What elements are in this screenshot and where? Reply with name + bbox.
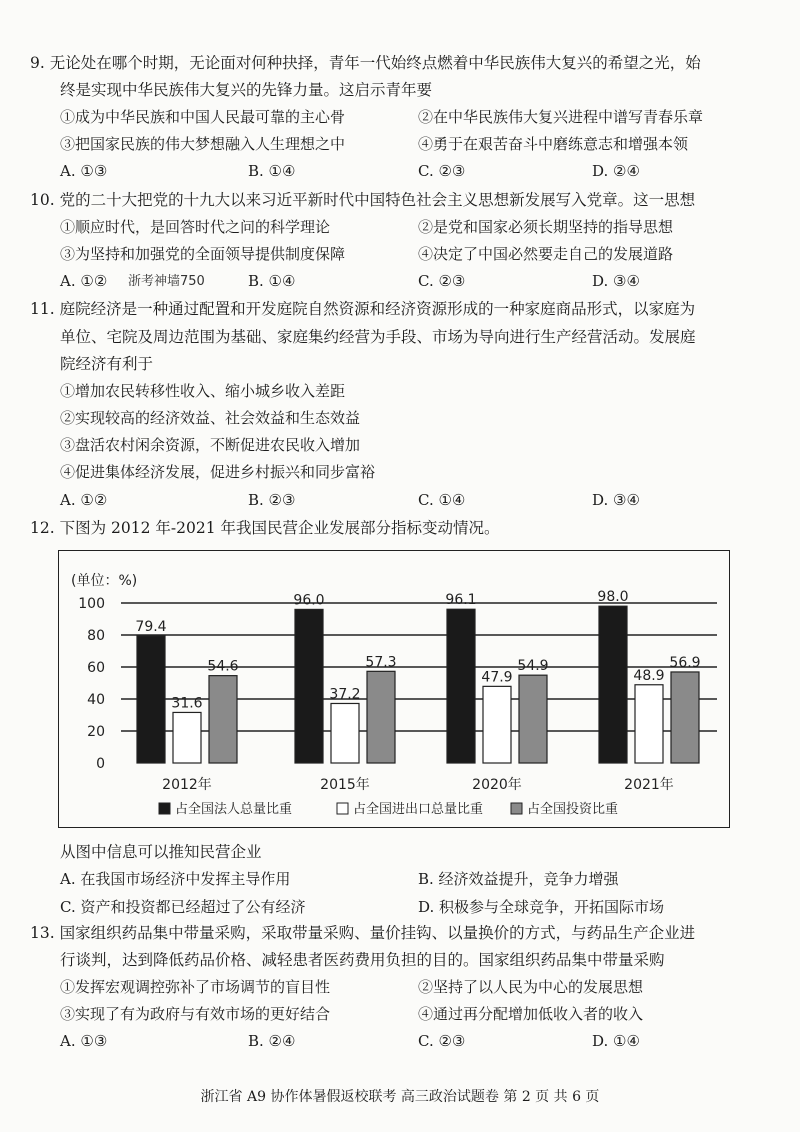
q11-statement-1: ①增加农民转移性收入、缩小城乡收入差距: [60, 382, 346, 400]
q11-choice-d: D. ③④: [592, 491, 640, 509]
x-tick-label: 2015年: [320, 777, 370, 793]
q13-choice-a: A. ①③: [60, 1032, 108, 1050]
q13-stem-line2: 行谈判，达到降低药品价格、减轻患者医药费用负担的目的。国家组织药品集中带量采购: [60, 951, 665, 969]
bar: [209, 676, 237, 763]
q11-choice-b: B. ②③: [248, 491, 296, 509]
q11-stem-line1: 11. 庭院经济是一种通过配置和开发庭院自然资源和经济资源形成的一种家庭商品形式，以家庭为: [30, 300, 696, 318]
q13-stem-line1: 13. 国家组织药品集中带量采购，采取带量采购、量价挂钩、以量换价的方式，与药品生产企业进: [30, 924, 696, 942]
q9-choice-d: D. ②④: [592, 162, 640, 180]
legend-label: 占全国进出口总量比重: [353, 802, 484, 817]
y-tick-label: 100: [78, 596, 105, 612]
legend-label: 占全国法人总量比重: [175, 802, 293, 817]
bar: [367, 671, 395, 763]
y-tick-label: 0: [96, 756, 105, 772]
q13-choice-c: C. ②③: [418, 1032, 466, 1050]
y-tick-label: 20: [87, 724, 105, 740]
q11-stem-line2: 单位、宅院及周边范围为基础、家庭集约经营为手段、市场为导向进行生产经营活动。发展庭: [60, 328, 696, 346]
q12-choice-c: C. 资产和投资都已经超过了公有经济: [60, 898, 306, 916]
bar: [519, 675, 547, 763]
bar-value-label: 96.1: [445, 592, 477, 609]
q9-statement-4: ④勇于在艰苦奋斗中磨练意志和增强本领: [418, 135, 689, 153]
q10-statement-2: ②是党和国家必须长期坚持的指导思想: [418, 218, 674, 236]
x-tick-label: 2020年: [472, 777, 522, 793]
bar-value-label: 54.9: [517, 658, 549, 675]
q11-choice-a: A. ①②: [60, 491, 108, 509]
q11-statement-4: ④促进集体经济发展，促进乡村振兴和同步富裕: [60, 463, 376, 481]
bar: [331, 703, 359, 763]
q9-choice-b: B. ①④: [248, 162, 296, 180]
bar-chart: [59, 551, 727, 825]
bar: [483, 686, 511, 763]
bar-value-label: 31.6: [171, 695, 203, 712]
y-tick-label: 80: [87, 628, 105, 644]
q11-statement-2: ②实现较高的经济效益、社会效益和生态效益: [60, 409, 361, 427]
q12-stem-line1: 12. 下图为 2012 年-2021 年我国民营企业发展部分指标变动情况。: [30, 519, 500, 537]
q10-choice-a: A. ①②: [60, 272, 108, 290]
q11-choice-c: C. ①④: [418, 491, 466, 509]
q13-statement-4: ④通过再分配增加低收入者的收入: [418, 1005, 644, 1023]
q9-stem-line1: 9. 无论处在哪个时期，无论面对何种抉择，青年一代始终点燃着中华民族伟大复兴的希望之光，始: [30, 54, 701, 72]
page-footer: 浙江省 A9 协作体暑假返校联考 高三政治试题卷 第 2 页 共 6 页: [200, 1089, 600, 1105]
bar-value-label: 47.9: [481, 669, 513, 686]
bar: [173, 712, 201, 763]
q9-statement-2: ②在中华民族伟大复兴进程中谱写青春乐章: [418, 108, 704, 126]
q12-choice-d: D. 积极参与全球竞争，开拓国际市场: [418, 898, 665, 916]
q10-statement-4: ④决定了中国必然要走自己的发展道路: [418, 245, 674, 263]
q9-choice-c: C. ②③: [418, 162, 466, 180]
bar: [295, 609, 323, 763]
bar-value-label: 98.0: [597, 589, 629, 606]
q9-stem-line2: 终是实现中华民族伟大复兴的先锋力量。这启示青年要: [60, 81, 433, 99]
x-tick-label: 2021年: [624, 777, 674, 793]
q12-followup: 从图中信息可以推知民营企业: [60, 843, 262, 861]
q9-statement-1: ①成为中华民族和中国人民最可靠的主心骨: [60, 108, 346, 126]
q9-statement-3: ③把国家民族的伟大梦想融入人生理想之中: [60, 135, 346, 153]
q10-choice-d: D. ③④: [592, 272, 640, 290]
bar: [635, 685, 663, 763]
q13-choice-d: D. ①④: [592, 1032, 640, 1050]
bar-value-label: 56.9: [669, 654, 701, 671]
bar: [447, 609, 475, 763]
legend-swatch: [511, 803, 522, 814]
q10-statement-1: ①顺应时代，是回答时代之问的科学理论: [60, 218, 331, 236]
x-tick-label: 2012年: [162, 777, 212, 793]
q10-choice-b: B. ①④: [248, 272, 296, 290]
y-tick-label: 60: [87, 660, 105, 676]
q12-choice-a: A. 在我国市场经济中发挥主导作用: [60, 870, 291, 888]
q13-choice-b: B. ②④: [248, 1032, 296, 1050]
y-tick-label: 40: [87, 692, 105, 708]
bar-value-label: 96.0: [293, 592, 325, 609]
chart-unit-label: (单位：%): [71, 573, 138, 589]
bar: [671, 672, 699, 763]
q13-statement-2: ②坚持了以人民为中心的发展思想: [418, 978, 644, 996]
q11-statement-3: ③盘活农村闲余资源，不断促进农民收入增加: [60, 436, 361, 454]
legend-label: 占全国投资比重: [527, 802, 619, 817]
legend-swatch: [337, 803, 348, 814]
bar: [137, 636, 165, 763]
q13-statement-3: ③实现了有为政府与有效市场的更好结合: [60, 1005, 331, 1023]
q10-stem-line1: 10. 党的二十大把党的十九大以来习近平新时代中国特色社会主义思想新发展写入党章。这一思想: [30, 191, 696, 209]
bar: [599, 606, 627, 763]
q10-statement-3: ③为坚持和加强党的全面领导提供制度保障: [60, 245, 346, 263]
bar-value-label: 57.3: [365, 654, 397, 671]
legend-swatch: [159, 803, 170, 814]
q13-statement-1: ①发挥宏观调控弥补了市场调节的盲目性: [60, 978, 331, 996]
q12-choice-b: B. 经济效益提升，竞争力增强: [418, 870, 619, 888]
bar-value-label: 54.6: [207, 658, 239, 675]
q10-choice-c: C. ②③: [418, 272, 466, 290]
bar-chart-frame: [58, 550, 730, 828]
bar-value-label: 79.4: [135, 618, 167, 635]
bar-value-label: 48.9: [633, 667, 665, 684]
q11-stem-line3: 院经济有利于: [60, 355, 154, 373]
q9-choice-a: A. ①③: [60, 162, 108, 180]
watermark-text: 浙考神墙750: [128, 274, 205, 289]
bar-value-label: 37.2: [329, 686, 361, 703]
